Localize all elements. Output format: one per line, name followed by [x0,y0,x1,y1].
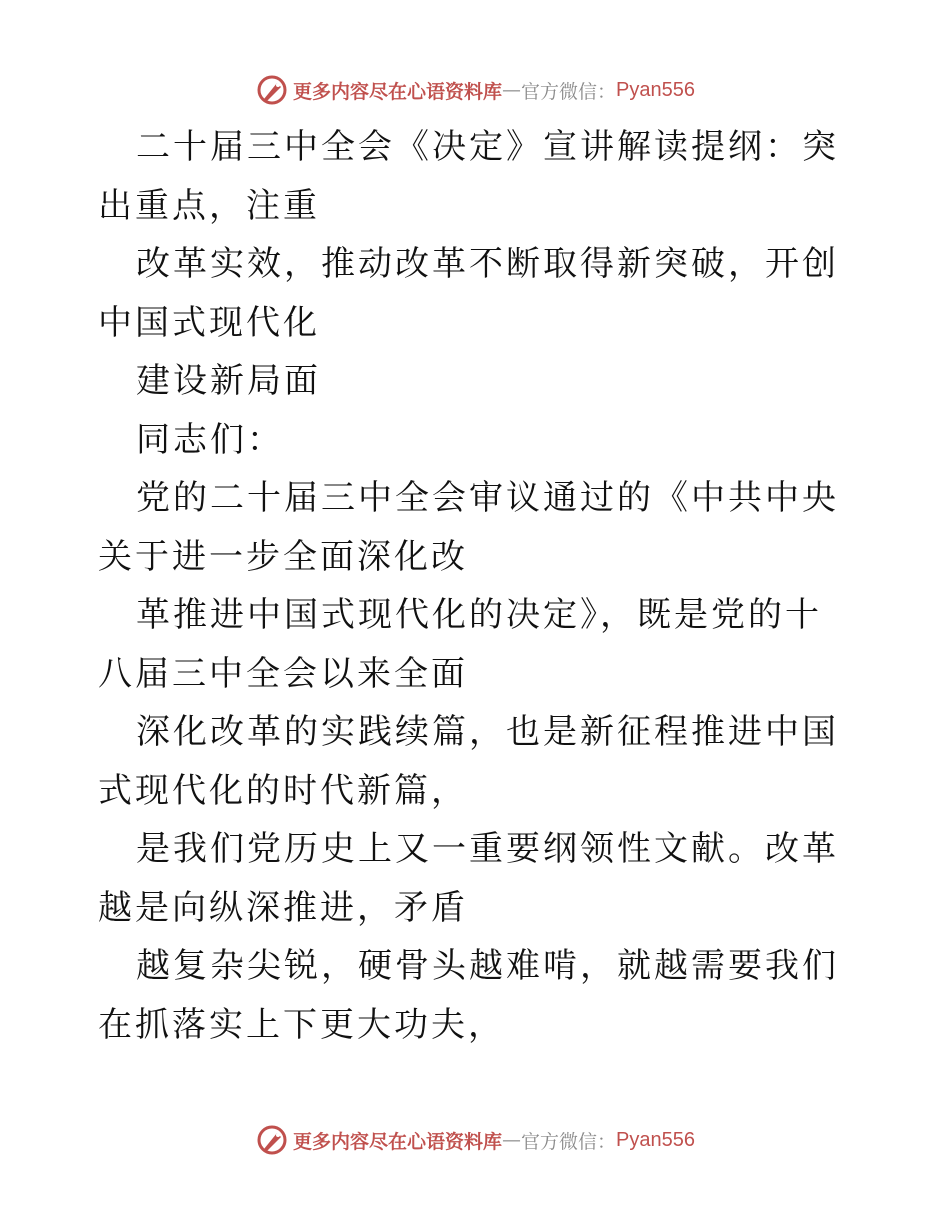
banner-wechat-label: 官方微信： [521,1130,617,1153]
pen-nib-logo-icon [255,1123,289,1157]
banner-dash: — [502,79,522,101]
banner-site-text: 更多内容尽在心语资料库 [293,80,503,103]
banner-wechat-id: Pyan556 [616,78,695,101]
paragraph-7: 深化改革的实践续篇，也是新征程推进中国式现代化的时代新篇， [98,712,839,811]
banner-site-text: 更多内容尽在心语资料库 [293,1130,503,1153]
header-banner [0,70,950,110]
banner-wechat-id: Pyan556 [616,1128,695,1151]
paragraph-9: 越复杂尖锐，硬骨头越难啃，就越需要我们在抓落实上下更大功夫， [98,946,839,1045]
pen-nib-logo-icon [255,73,289,107]
banner-wechat-label: 官方微信： [521,80,617,103]
paragraph-2: 改革实效，推动改革不断取得新突破，开创中国式现代化 [98,244,839,343]
document-body [98,118,858,1054]
paragraph-3: 建设新局面 [136,361,321,401]
banner-dash: — [502,1129,522,1151]
paragraph-4: 同志们： [136,419,284,460]
paragraph-5: 党的二十届三中全会审议通过的《中共中央关于进一步全面深化改 [98,478,839,577]
paragraph-6: 革推进中国式现代化的决定》，既是党的十八届三中全会以来全面 [98,595,822,694]
paragraph-8: 是我们党历史上又一重要纲领性文献。改革越是向纵深推进，矛盾 [98,829,839,928]
footer-banner [0,1120,950,1160]
paragraph-1: 二十届三中全会《决定》宣讲解读提纲：突出重点，注重 [98,127,839,226]
